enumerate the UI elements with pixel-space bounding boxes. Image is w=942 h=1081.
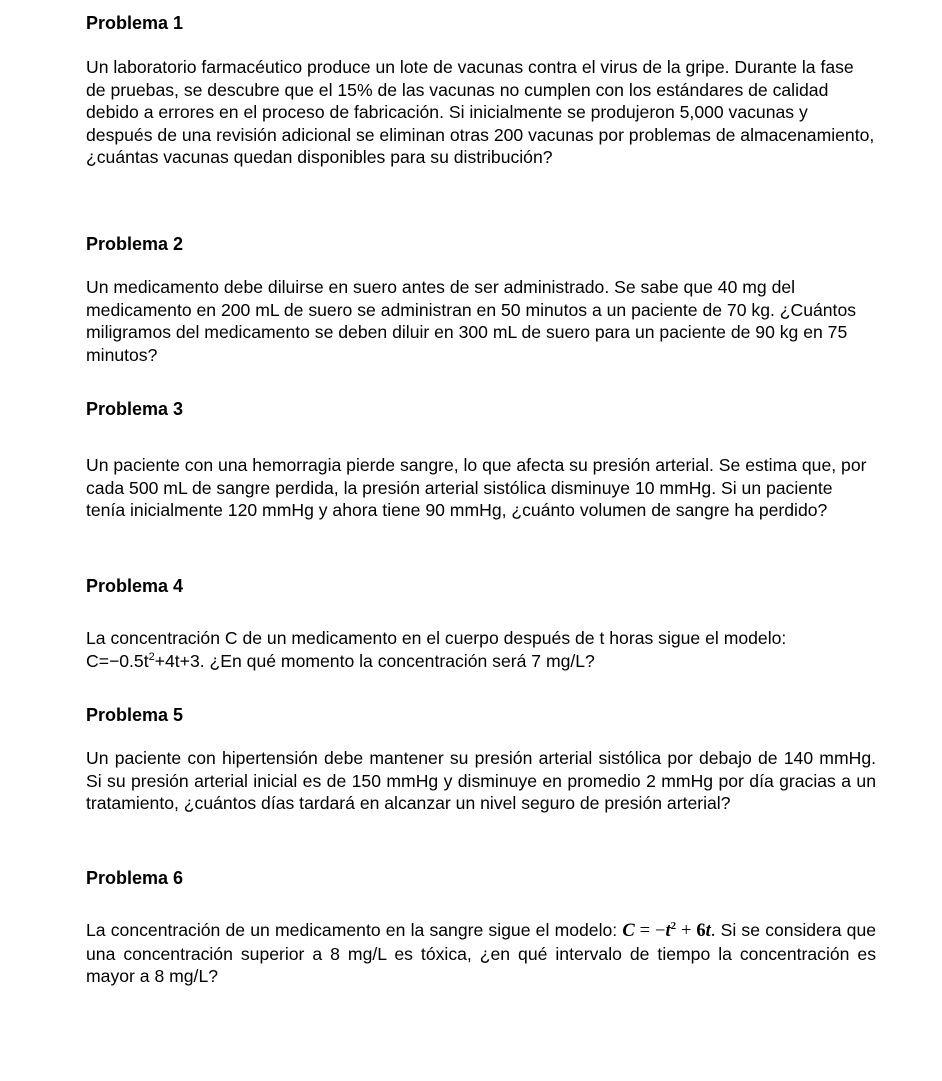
problem-4 bbox=[86, 575, 876, 672]
problem-1-text: Un laboratorio farmacéutico produce un lote de vacunas contra el virus de la gripe. Durante la fase de pruebas, se descubre que el 15% de las vacunas no cumplen con los estándares de calidad debido a errores en el proceso de fabricación. Si inicialmente se produjeron 5,000 vacunas y después de una revisión adicional se eliminan otras 200 vacunas por problemas de almacenamiento, ¿cuántas vacunas quedan disponibles para su distribución? bbox=[86, 57, 875, 168]
formula-eq: = − bbox=[634, 921, 666, 941]
problem-1 bbox=[86, 12, 876, 169]
problem-6 bbox=[86, 867, 876, 988]
problem-4-text-before: La concentración C de un medicamento en el cuerpo después de t horas sigue el modelo: C=−0.5t bbox=[86, 628, 787, 671]
problem-4-exponent: 2 bbox=[148, 650, 155, 663]
problem-4-text bbox=[86, 627, 876, 672]
problem-5-title: Problema 5 bbox=[86, 705, 184, 725]
problem-6-formula bbox=[622, 921, 715, 941]
formula-term-var: t bbox=[705, 921, 711, 941]
formula-term: 6 bbox=[696, 921, 706, 941]
formula-end: . bbox=[710, 921, 716, 941]
problem-6-text bbox=[86, 919, 876, 988]
problem-6-text-before: La concentración de un medicamento en la sangre sigue el modelo: bbox=[86, 920, 618, 940]
problem-2-text: Un medicamento debe diluirse en suero antes de ser administrado. Se sabe que 40 mg del medicamento en 200 mL de suero se administran en 50 minutos a un paciente de 70 kg. ¿Cuántos miligramos del medicamento se deben diluir en 300 mL de suero para un paciente de 90 kg en 75 minutos? bbox=[86, 277, 857, 365]
formula-exp: 2 bbox=[670, 919, 677, 932]
formula-plus: + bbox=[676, 921, 697, 941]
problem-2 bbox=[86, 233, 876, 366]
formula-lhs: C bbox=[622, 921, 635, 941]
problem-3-title: Problema 3 bbox=[86, 399, 184, 419]
problem-3-text: Un paciente con una hemorragia pierde sangre, lo que afecta su presión arterial. Se estima que, por cada 500 mL de sangre perdida, la presión arterial sistólica disminuye 10 mmHg. Si un paciente tenía inicialmente 120 mmHg y ahora tiene 90 mmHg, ¿cuánto volumen de sangre ha perdido? bbox=[86, 455, 867, 521]
problem-5-text: Un paciente con hipertensión debe mantener su presión arterial sistólica por debajo de 140 mmHg. Si su presión arterial inicial es de 150 mmHg y disminuye en promedio 2 mmHg por día gracias a un tratamiento, ¿cuántos días tardará en alcanzar un nivel seguro de presión arterial? bbox=[86, 748, 876, 814]
formula-var: t bbox=[665, 921, 671, 941]
problem-1-title: Problema 1 bbox=[86, 13, 184, 33]
problem-6-text-after: Si se considera que una concentración superior a 8 mg/L es tóxica, ¿en qué intervalo de tiempo la concentración es mayor a 8 mg/L? bbox=[86, 920, 877, 987]
problem-6-title: Problema 6 bbox=[86, 868, 184, 888]
problem-4-title: Problema 4 bbox=[86, 576, 184, 596]
problem-2-title: Problema 2 bbox=[86, 234, 184, 254]
problem-5 bbox=[86, 704, 876, 815]
problem-4-text-after: +4t+3. ¿En qué momento la concentración será 7 mg/L? bbox=[154, 650, 595, 671]
problem-3 bbox=[86, 398, 876, 522]
